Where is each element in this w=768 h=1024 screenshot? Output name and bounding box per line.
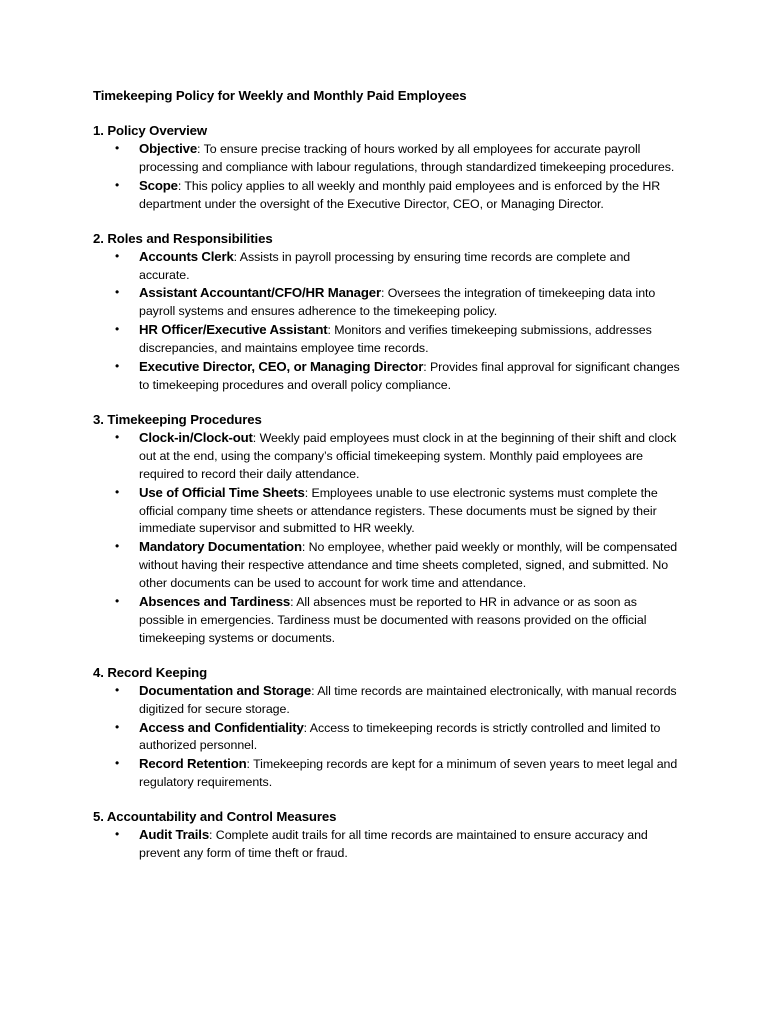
section-heading: 3. Timekeeping Procedures <box>93 411 262 427</box>
section-record-keeping <box>93 664 683 792</box>
item-text: : Employees unable to use electronic systems must complete the official company time sheets or attendance registers. These documents must be signed by their immediate supervisor and submitted to HR weekly. <box>139 485 658 536</box>
bullet-list <box>93 429 683 648</box>
item-term: Objective <box>139 141 198 156</box>
bullet-icon: • <box>115 248 120 263</box>
list-item <box>93 284 683 321</box>
item-term: Absences and Tardiness <box>139 594 291 610</box>
list-item <box>93 755 683 792</box>
bullet-icon: • <box>115 484 120 499</box>
item-term: HR Officer/Executive Assistant <box>139 322 328 338</box>
item-term: Clock-in/Clock-out <box>139 429 253 445</box>
item-text: : Provides final approval for significant changes to timekeeping procedures and overall policy compliance. <box>139 360 680 392</box>
list-item <box>93 682 683 719</box>
list-item <box>93 177 683 214</box>
section-heading: 2. Roles and Responsibilities <box>93 230 273 246</box>
bullet-icon: • <box>115 539 120 554</box>
bullet-icon: • <box>115 827 120 842</box>
list-item <box>93 140 683 177</box>
item-text: : Access to timekeeping records is strictly controlled and limited to authorized personnel. <box>139 720 661 753</box>
item-text: : To ensure precise tracking of hours worked by all employees for accurate payroll processing and compliance with labour regulations, through standardized timekeeping procedures. <box>139 142 675 174</box>
item-term: Use of Official Time Sheets <box>139 484 305 500</box>
document-title: Timekeeping Policy for Weekly and Monthly Paid Employees <box>93 88 467 103</box>
bullet-icon: • <box>115 141 120 155</box>
bullet-icon: • <box>115 682 120 697</box>
list-item <box>93 719 683 756</box>
item-text: : This policy applies to all weekly and monthly paid employees and is enforced by the HR department under the oversight of the Executive Director, CEO, or Managing Director. <box>139 178 661 211</box>
list-item <box>93 248 683 285</box>
item-text: : Monitors and verifies timekeeping submissions, addresses discrepancies, and maintains employee time records. <box>139 323 652 356</box>
item-term: Record Retention <box>139 756 247 772</box>
list-item <box>93 429 683 484</box>
section-heading: 4. Record Keeping <box>93 664 208 680</box>
list-item <box>93 321 683 358</box>
list-item <box>93 538 683 593</box>
list-item <box>93 826 683 863</box>
item-term: Accounts Clerk <box>139 248 234 264</box>
section-policy-overview <box>93 122 683 214</box>
item-text: : Complete audit trails for all time records are maintained to ensure accuracy and prevent any form of time theft or fraud. <box>139 828 648 861</box>
item-term: Executive Director, CEO, or Managing Director <box>139 359 424 375</box>
item-term: Access and Confidentiality <box>139 719 304 735</box>
bullet-icon: • <box>115 359 120 374</box>
bullet-icon: • <box>115 429 120 444</box>
item-term: Documentation and Storage <box>139 682 312 698</box>
bullet-list <box>93 682 683 792</box>
list-item <box>93 358 683 395</box>
item-term: Mandatory Documentation <box>139 539 302 555</box>
section-accountability-control <box>93 808 683 863</box>
section-roles-responsibilities <box>93 230 683 395</box>
item-text: : All absences must be reported to HR in advance or as soon as possible in emergencies. Tardiness must be documented with reasons provided on the official timekeeping systems or documents. <box>139 595 647 645</box>
bullet-icon: • <box>115 594 120 609</box>
list-item <box>93 484 683 539</box>
item-text: : All time records are maintained electronically, with manual records digitized for secure storage. <box>139 683 677 716</box>
item-term: Audit Trails <box>139 827 210 843</box>
item-term: Assistant Accountant/CFO/HR Manager <box>139 285 381 301</box>
bullet-icon: • <box>115 285 120 300</box>
bullet-icon: • <box>115 756 120 771</box>
bullet-icon: • <box>115 322 120 337</box>
section-timekeeping-procedures <box>93 411 683 648</box>
item-text: : Oversees the integration of timekeeping data into payroll systems and ensures adherence to the timekeeping policy. <box>139 286 656 319</box>
bullet-icon: • <box>115 177 120 192</box>
item-text: : Timekeeping records are kept for a minimum of seven years to meet legal and regulatory requirements. <box>139 757 678 790</box>
item-text: : Weekly paid employees must clock in at the beginning of their shift and clock out at the end, using the company’s official timekeeping system. Monthly paid employees are required to record their daily attendance. <box>139 430 677 481</box>
item-text: : No employee, whether paid weekly or monthly, will be compensated without having their respective attendance and time sheets completed, signed, and submitted. No other documents can be used to account for work time and attendance. <box>139 540 678 591</box>
bullet-list <box>93 826 683 863</box>
section-heading: 1. Policy Overview <box>93 123 208 138</box>
bullet-list <box>93 248 683 395</box>
item-term: Scope <box>139 177 178 193</box>
item-text: : Assists in payroll processing by ensuring time records are complete and accurate. <box>139 249 631 282</box>
document-page <box>93 86 683 863</box>
bullet-icon: • <box>115 719 120 734</box>
list-item <box>93 593 683 648</box>
section-heading: 5. Accountability and Control Measures <box>93 809 337 825</box>
bullet-list <box>93 140 683 214</box>
